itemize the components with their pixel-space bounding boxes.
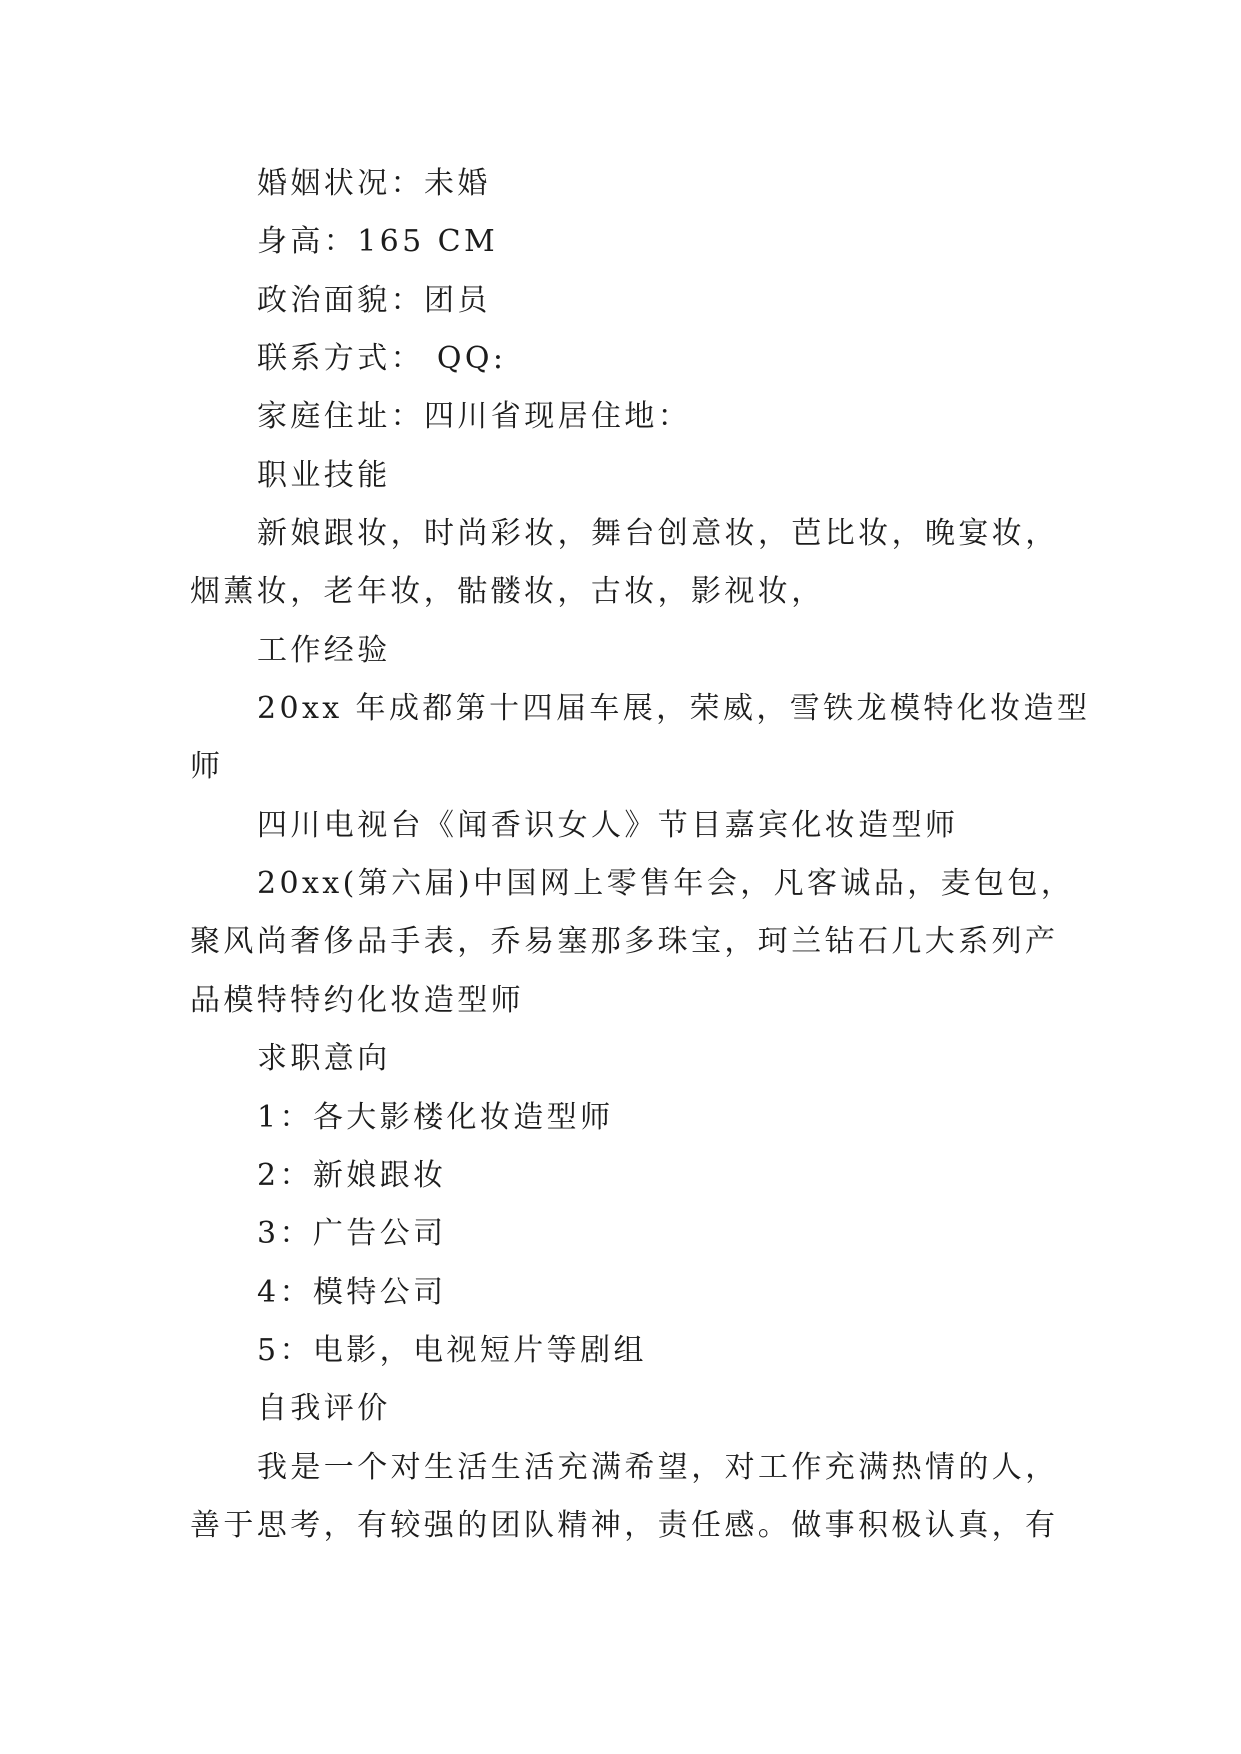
objective-heading: 求职意向 — [257, 1041, 391, 1077]
height-line: 身高：165 CM — [257, 224, 499, 260]
experience-item-line: 品模特特约化妆造型师 — [190, 982, 524, 1018]
objective-item: 2：新娘跟妆 — [257, 1157, 447, 1193]
profile-section — [190, 155, 1121, 447]
experience-item-line: 师 — [190, 749, 224, 785]
self-evaluation-section — [190, 1380, 1121, 1555]
skills-line: 烟薰妆，老年妆，骷髅妆，古妆，影视妆， — [190, 574, 825, 610]
experience-section — [190, 622, 1121, 1030]
marital-status-line: 婚姻状况：未婚 — [257, 166, 491, 201]
experience-item-line: 20xx(第六届)中国网上零售年会，凡客诚品，麦包包， — [257, 866, 1075, 902]
experience-item — [190, 680, 1121, 797]
experience-item — [190, 855, 1121, 1030]
experience-item — [190, 797, 1121, 855]
skills-heading: 职业技能 — [257, 457, 391, 493]
objective-item: 4：模特公司 — [257, 1274, 447, 1310]
skills-line: 新娘跟妆，时尚彩妆，舞台创意妆，芭比妆，晚宴妆， — [257, 516, 1059, 552]
address-line: 家庭住址：四川省现居住地： — [257, 399, 692, 435]
political-status-line: 政治面貌：团员 — [257, 282, 491, 318]
experience-item-line: 四川电视台《闻香识女人》节目嘉宾化妆造型师 — [257, 807, 959, 843]
experience-item-line: 20xx 年成都第十四届车展，荣威，雪铁龙模特化妆造型 — [257, 691, 1091, 727]
self-evaluation-line: 善于思考，有较强的团队精神，责任感。做事积极认真，有 — [190, 1507, 1059, 1543]
objective-item: 1：各大影楼化妆造型师 — [257, 1099, 614, 1135]
objective-item: 5：电影，电视短片等剧组 — [257, 1332, 647, 1368]
objective-item: 3：广告公司 — [257, 1216, 447, 1252]
skills-section — [190, 447, 1121, 622]
experience-heading: 工作经验 — [257, 632, 391, 668]
self-evaluation-line: 我是一个对生活生活充满希望，对工作充满热情的人， — [257, 1449, 1059, 1485]
objective-section — [190, 1030, 1121, 1380]
self-evaluation-heading: 自我评价 — [257, 1391, 391, 1427]
experience-item-line: 聚风尚奢侈品手表，乔易塞那多珠宝，珂兰钻石几大系列产 — [190, 924, 1059, 960]
contact-line: 联系方式： QQ: — [257, 341, 507, 377]
